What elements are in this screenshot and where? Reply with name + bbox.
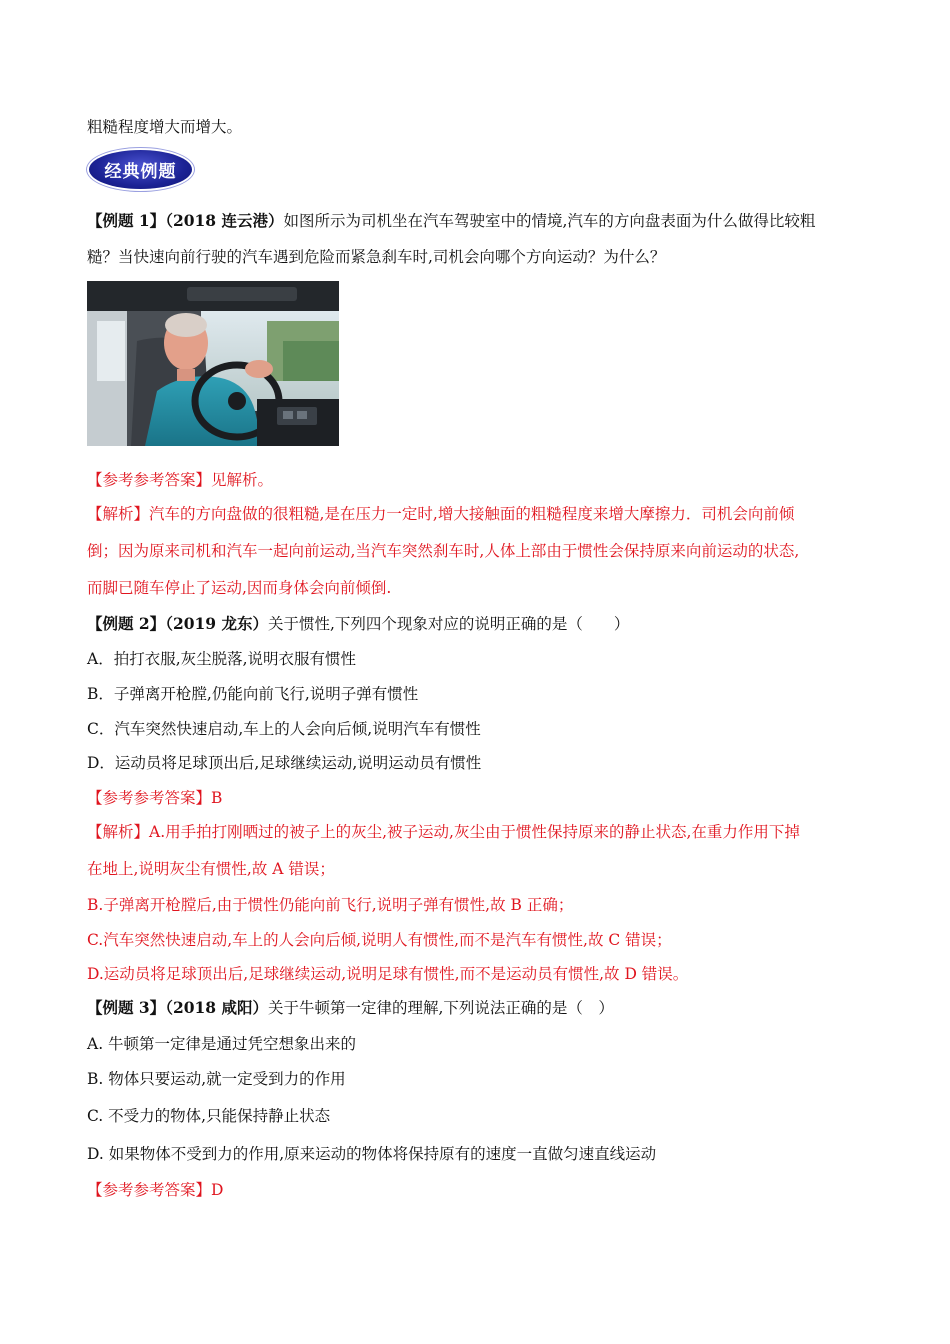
driver-photo <box>87 281 339 446</box>
example-1-analysis-line1: 【解析】汽车的方向盘做的很粗糙,是在压力一定时,增大接触面的粗糙程度来增大摩擦力．司机会向前倾 <box>87 505 795 523</box>
example-1-question-line1: 如图所示为司机坐在汽车驾驶室中的情境,汽车的方向盘表面为什么做得比较粗 <box>283 212 816 230</box>
example-2-analysis-line1: 【解析】A.用手拍打刚晒过的被子上的灰尘,被子运动,灰尘由于惯性保持原来的静止状态,在重力作用下掉 <box>87 823 800 841</box>
example-3-answer: 【参考参考答案】D <box>87 1181 224 1199</box>
example-2-tag: 【例题 2】 <box>87 614 166 633</box>
example-3-option-c: C. 不受力的物体,只能保持静止状态 <box>87 1107 331 1125</box>
example-3-option-d: D. 如果物体不受到力的作用,原来运动的物体将保持原有的速度一直做匀速直线运动 <box>87 1145 657 1163</box>
example-1-analysis-line2: 倒；因为原来司机和汽车一起向前运动,当汽车突然刹车时,人体上部由于惯性会保持原来向前运动的状态, <box>87 542 800 560</box>
example-2-analysis-line4: C.汽车突然快速启动,车上的人会向后倾,说明人有惯性,而不是汽车有惯性,故 C 错误； <box>87 931 672 949</box>
example-3-option-a: A. 牛顿第一定律是通过凭空想象出来的 <box>87 1035 357 1053</box>
example-3-question-text: 关于牛顿第一定律的理解,下列说法正确的是（ ） <box>267 999 614 1017</box>
example-2-option-d: D．运动员将足球顶出后,足球继续运动,说明运动员有惯性 <box>87 754 482 772</box>
example-1-question-line2: 糙？当快速向前行驶的汽车遇到危险而紧急刹车时,司机会向哪个方向运动？为什么？ <box>87 248 666 266</box>
example-1-analysis-line3: 而脚已随车停止了运动,因而身体会向前倾倒. <box>87 579 392 597</box>
example-3-source: （2018 咸阳） <box>165 998 268 1017</box>
example-1-answer: 【参考参考答案】见解析。 <box>87 471 274 489</box>
example-2-analysis-line5: D.运动员将足球顶出后,足球继续运动,说明足球有惯性,而不是运动员有惯性,故 D 错误。 <box>87 965 689 983</box>
example-1-source: （2018 连云港） <box>165 211 284 230</box>
section-badge <box>89 150 192 189</box>
example-2-analysis-line2: 在地上,说明灰尘有惯性,故 A 错误； <box>87 860 335 878</box>
example-1-tag: 【例题 1】 <box>87 211 166 230</box>
example-2-question-text: 关于惯性,下列四个现象对应的说明正确的是（ ） <box>267 615 630 633</box>
example-3-question <box>87 998 614 1018</box>
example-2-source: （2019 龙东） <box>165 614 268 633</box>
example-3-option-b: B. 物体只要运动,就一定受到力的作用 <box>87 1070 346 1088</box>
example-3-tag: 【例题 3】 <box>87 998 166 1017</box>
section-badge-label: 经典例题 <box>104 162 177 182</box>
example-1-question <box>87 211 815 231</box>
continued-text: 粗糙程度增大而增大。 <box>87 118 243 136</box>
example-2-option-c: C．汽车突然快速启动,车上的人会向后倾,说明汽车有惯性 <box>87 720 481 738</box>
example-2-option-a: A．拍打衣服,灰尘脱落,说明衣服有惯性 <box>87 650 357 668</box>
example-2-option-b: B．子弹离开枪膛,仍能向前飞行,说明子弹有惯性 <box>87 685 419 703</box>
example-2-answer: 【参考参考答案】B <box>87 789 223 807</box>
example-2-question <box>87 614 629 634</box>
example-2-analysis-line3: B.子弹离开枪膛后,由于惯性仍能向前飞行,说明子弹有惯性,故 B 正确； <box>87 896 574 914</box>
